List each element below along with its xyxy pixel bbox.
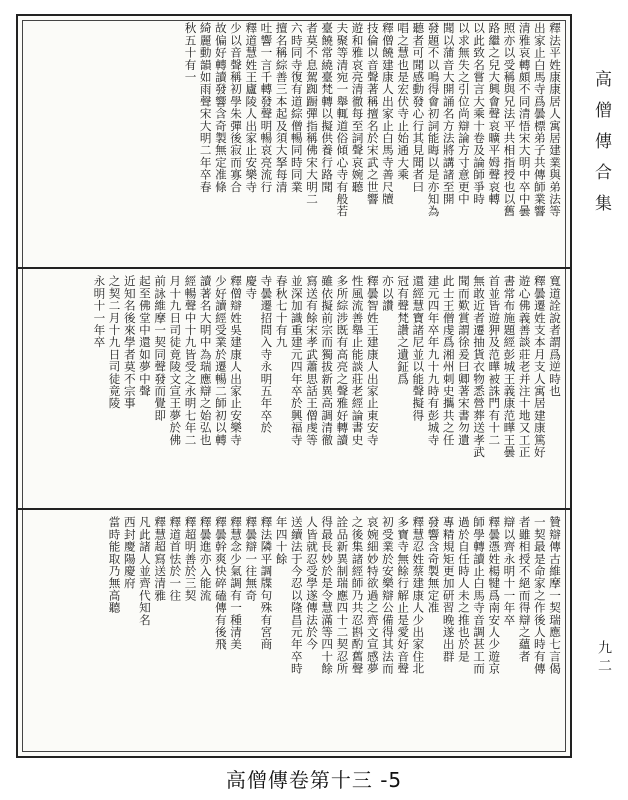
text-column: 性風流善舉止能談莊老經論書史 — [350, 275, 365, 446]
text-column: 臺饒常繞臺梵轉以擬供養行路聞 — [320, 22, 335, 193]
text-column: 亦以讚 — [380, 275, 395, 312]
text-column: 之後集諸經師乃共忍斟酌舊聲 — [350, 516, 365, 675]
text-column: 專精規矩更加研習晚遂出群 — [441, 516, 456, 663]
text-column: 以求無失之引位尚辯論方寸意更中 — [456, 22, 471, 205]
text-column: 照亦以受稱與兄法平共相指授也以舊 — [502, 22, 517, 218]
text-column: 釋曇進亦入能流 — [198, 516, 213, 602]
text-column: 釋曇遷姓支本月支人寓居建康篤好 — [532, 275, 547, 458]
text-column: 路繼之兒大興會聲哀曠平姆聲哀轉 — [487, 22, 502, 205]
text-column: 寫送有餘宋孝武蕭思話王僧虔等 — [305, 275, 319, 446]
text-column: 月十九日司徒竟陵文宣王夢於佛 — [168, 275, 183, 446]
text-column: 六時同寺復有道綜僧暢同時同業 — [289, 22, 304, 193]
text-column: 綺麗動韻如雨聲宋大明二年卒春 — [198, 22, 213, 193]
text-column: 西封慶陽慶府 — [122, 516, 137, 590]
text-column: 起至佛堂中還如夢中聲 — [137, 275, 152, 397]
text-column: 首並皆遊狎及范曄被誅門有十二 — [487, 275, 502, 446]
text-column: 擅名稱綜善三本起及須大拏每清 — [274, 22, 289, 193]
text-column: 經暢聲中十九皆受之永明七年二 — [183, 275, 198, 446]
text-column: 者雖相授不絕而得辯之蘊者 — [517, 516, 532, 663]
text-column: 此士王僧虔爲湘州刺史攜共之任 — [441, 275, 456, 446]
text-column: 唱之慧也是宏伏寺止始通大乘 — [396, 22, 411, 181]
text-column: 釋法平姓康康居人寓居建業與弟法等 — [548, 22, 562, 218]
text-column: 聞而歎賞謂徐爰曰卿著宋書勿遺 — [456, 275, 471, 446]
text-column: 出家止白馬寺爲曇標弟子共傳師業響 — [532, 22, 547, 218]
text-column: 少以音聲稱初學朱彈後寂而寡合 — [229, 22, 244, 193]
text-column: 之契二月十九日司徒竟陵 — [107, 275, 122, 410]
text-column: 無敢近者遷抽貨衣物悉營葬送孝武 — [472, 275, 487, 458]
text-column: 遊心佛義善談莊老并注十地又工正 — [517, 275, 532, 458]
text-column: 故偏好轉讀發響含奇製無定准條 — [213, 22, 228, 193]
text-column: 得最長妙於是令慧滿等四十餘 — [320, 516, 335, 675]
text-column: 多所綜涉既有高亮之聲雅好轉讀 — [335, 275, 350, 446]
text-column: 寺曇遷招問入寺永明五年卒於 — [259, 275, 274, 434]
text-column: 釋道慧姓王廬陵人出家止安樂寺 — [244, 22, 259, 193]
text-column: 釋曇憑姓楊犍爲南安人少遊京 — [487, 516, 502, 675]
text-column: 清雅哀轉頗不同清悟宋大明中卒中曇 — [517, 22, 532, 218]
text-column: 送續法于今忍以隆昌元年卒時 — [289, 516, 304, 675]
text-column: 遊和雅哀亮清徹每至詞聲哀婉聽 — [350, 22, 365, 193]
text-column: 多寶寺無餘行解止是愛好音聲 — [396, 516, 411, 675]
panel-divider-upper — [18, 267, 570, 269]
text-column: 冠有聲梵讚之遺鉦爲 — [396, 275, 411, 385]
text-column: 釋慧超寫送清雅 — [153, 516, 168, 602]
text-column: 初受業於安樂辯公備得其法而 — [380, 516, 395, 675]
text-column: 並深加識重建元四年卒於興福寺 — [289, 275, 304, 446]
text-column: 夫聚等清宛一舉輒道俗傾心寺有般若 — [335, 22, 350, 218]
text-column: 發題不以鳴得會初詞能晦以是亦知為 — [426, 22, 441, 218]
text-column: 寬道詮說者謂爲逆時也 — [548, 275, 562, 397]
text-column: 技倫以音聲著稱擅名於宋武之世響 — [365, 22, 380, 205]
text-column: 年四十餘 — [274, 516, 289, 565]
text-panel-upper — [26, 22, 562, 262]
text-column: 春秋七十有九 — [274, 275, 289, 349]
text-column: 釋法隣平調牒句殊有宮商 — [259, 516, 274, 651]
text-column: 讀著名大明中為瑞應辯之始弘也 — [198, 275, 213, 446]
text-column: 永明十一年卒 — [92, 275, 107, 349]
text-column: 釋曇幹爽快碎磕傳有後飛 — [213, 516, 228, 651]
text-column: 秋五十有一 — [183, 22, 198, 83]
text-column: 近知名後來學者莫不宗事 — [122, 275, 137, 410]
text-column: 還經慧寶諸尼並以能聲擬得 — [411, 275, 426, 422]
text-column: 當時能取乃無高聽 — [107, 516, 122, 614]
text-column: 書常布施題經彭城王義康范曄王曇 — [502, 275, 517, 458]
text-column: 詮品新異制瑞應四十二契忍所 — [335, 516, 350, 675]
text-column: 釋曇智姓王建康人出家止東安寺 — [365, 275, 380, 446]
text-column: 辯以齊永明十一年卒 — [502, 516, 517, 626]
text-column: 釋慧忍姓蔡建康人少出家住北 — [411, 516, 426, 675]
text-column: 過於自任時人未之推也於是 — [456, 516, 471, 663]
text-column: 聽者可聞感動發心行其見聞者曰 — [411, 22, 426, 193]
text-column: 少好讀經受業於遷暢二師初以轉 — [213, 275, 228, 446]
text-column: 雖依擬前宗而獨拔新異高調清徹 — [320, 275, 335, 446]
text-column: 釋慧念少氣調有一種清美 — [229, 516, 244, 651]
page-caption: 高僧傳卷第十三 -5 — [225, 768, 403, 792]
text-panel-lower — [26, 516, 562, 752]
margin-page-number: 九二 — [596, 640, 612, 676]
text-column: 一契最是命家之作後人時有傳 — [532, 516, 547, 675]
text-column: 發響含奇製無定准 — [426, 516, 441, 614]
text-column: 以此致名嘗言大乘十卷及論師爭時 — [472, 22, 487, 205]
text-column: 吐響一言千轉發聲明暢哀亮流行 — [259, 22, 274, 193]
text-column: 釋僧辯姓吳建康人出家止安樂寺 — [229, 275, 244, 446]
text-column: 凡此諸人並齊代知名 — [137, 516, 152, 626]
text-column: 釋曇辯一往無奇 — [244, 516, 259, 602]
text-panel-middle — [26, 275, 562, 503]
text-column: 師學轉讀止白馬寺音調甚工而 — [472, 516, 487, 675]
text-column: 建元四年卒年九十九時有彭城寺 — [426, 275, 441, 446]
text-column: 釋道首怯於一往 — [168, 516, 183, 602]
text-column: 釋超明善於三契 — [183, 516, 198, 602]
text-column: 慶寺 — [244, 275, 259, 300]
text-column: 哀婉細妙特欲過之齊文宣感夢 — [365, 516, 380, 675]
text-column: 聞以蒲音大開誦名方法將講諸至開 — [441, 22, 456, 205]
text-column: 贊辯傳古維摩一契瑞應七言偈 — [548, 516, 562, 675]
panel-divider-lower — [18, 508, 570, 510]
margin-book-title: 高僧傳合集 — [591, 70, 611, 225]
text-column: 前詠維摩一契同聲發而覺即 — [153, 275, 168, 422]
text-column: 者莫不息駕踟蹰彈指稱佛宋大明二 — [305, 22, 319, 205]
text-column: 人皆就忍受學遂傳法於今 — [305, 516, 319, 651]
text-column: 釋僧饒建康人出家止白馬寺善尺牘 — [380, 22, 395, 205]
